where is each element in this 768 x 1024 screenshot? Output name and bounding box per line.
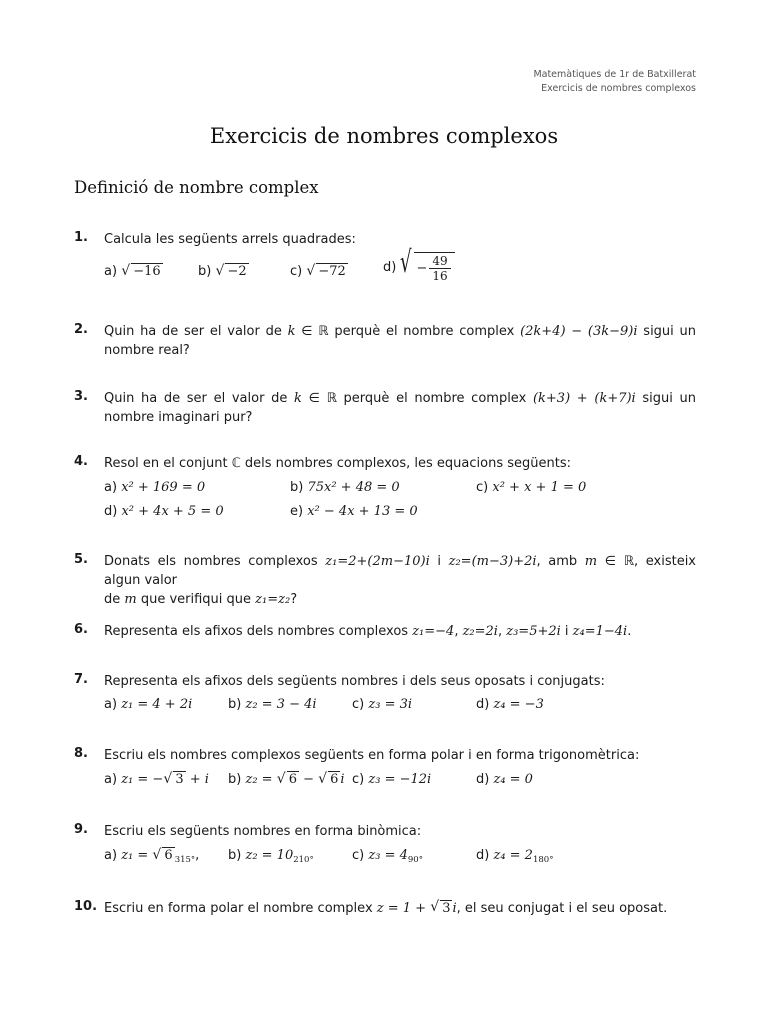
exercise-text: Donats els nombres complexos z₁=2+(2m−10)i i z₂=(m−3)+2i, amb m ∈ ℝ, existeix algun valor de m que verifiqui que z₁=z₂? [104,554,697,607]
option-c: c) z₃ = −12i [352,772,432,787]
exercise-2 [74,322,696,362]
option-a: a) z₁ = √ 6 $_{315^\circ}$, [104,846,199,870]
exercise-number: 6. [74,622,88,637]
exercise-text: Representa els afixos dels nombres complexos z₁=−4, z₂=2i, z₃=5+2i i z₄=1−4i. [104,624,632,639]
exercise-3 [74,389,696,429]
header-course: Matemàtiques de 1r de Batxillerat [533,69,696,80]
exercise-number: 5. [74,552,88,567]
square-root: √ 3 [430,899,452,918]
option-c: c) √ −72 [290,262,348,282]
exercise-1 [74,230,696,294]
exercise-number: 2. [74,322,88,337]
exercise-text: Escriu en forma polar el nombre complex z = 1 + √ 3 i, el seu conjugat i el seu oposat. [104,899,696,918]
exercise-options [104,695,696,719]
option-d: d) x² + 4x + 5 = 0 [104,504,224,519]
exercise-number: 1. [74,230,88,245]
exercise-number: 4. [74,454,88,469]
exercise-text: Escriu els nombres complexos següents en forma polar i en forma trigonomètrica: [104,748,640,763]
exercise-text: Calcula les següents arrels quadrades: [104,232,356,247]
square-root: √ −16 [121,262,162,282]
exercise-8 [74,746,696,792]
option-a: a) x² + 169 = 0 [104,480,206,495]
option-b: b) z₂ = √ 6 − √ 6 i [228,770,345,790]
page-header [533,68,696,96]
exercise-text: Quin ha de ser el valor de k ∈ ℝ perquè el nombre complex (2k+4) − (3k−9)i sigui un nombre real? [104,324,697,358]
exercise-4 [74,454,696,524]
square-root: √ 3 [163,770,185,790]
square-root: √ 6 [318,770,340,790]
document-title: Exercicis de nombres complexos [209,124,559,148]
option-b: b) z₂ = 3 − 4i [228,697,317,712]
exercise-text: Representa els afixos dels següents nombres i dels seus oposats i conjugats: [104,674,605,689]
option-a: a) z₁ = −√ 3 + i [104,770,209,790]
exercise-6 [74,622,696,644]
option-d: d) z₄ = −3 [476,697,544,712]
option-a: a) z₁ = 4 + 2i [104,697,193,712]
option-d: d) √ − $\frac{49}{16}$ [383,252,455,283]
square-root: √ − $\frac{49}{16}$ [400,252,454,283]
exercise-number: 8. [74,746,88,761]
exercise-text: Quin ha de ser el valor de k ∈ ℝ perquè el nombre complex (k+3) + (k+7)i sigui un nombre imaginari pur? [104,391,697,425]
option-b: b) $z_2 = 10_{210^\circ}$ [228,848,314,865]
exercise-text: Resol en el conjunt ℂ dels nombres complexos, les equacions següents: [104,456,571,471]
square-root: √ 6 [277,770,299,790]
exercise-9 [74,822,696,868]
exercise-5 [74,552,697,607]
square-root: √ −72 [306,262,347,282]
exercise-options [104,245,696,286]
exercise-10 [74,899,696,921]
option-a: a) √ −16 [104,262,163,282]
exercise-number: 7. [74,672,88,687]
square-root: √ 6 [152,846,174,866]
exercise-number: 9. [74,822,88,837]
header-subject: Exercicis de nombres complexos [541,83,696,94]
exercise-options [104,770,696,794]
exercise-7 [74,672,696,718]
option-b: b) √ −2 [198,262,249,282]
option-e: e) x² − 4x + 13 = 0 [290,504,418,519]
exercise-options [104,846,696,870]
option-c: c) x² + x + 1 = 0 [476,480,587,495]
exercise-text: Escriu els següents nombres en forma binòmica: [104,824,422,839]
option-d: d) z₄ = 0 [476,772,533,787]
fraction: $\frac{49}{16}$ [429,254,450,283]
exercise-number: 10. [74,899,98,914]
section-heading: Definició de nombre complex [74,178,319,197]
option-c: c) z₃ = 3i [352,697,413,712]
exercise-number: 3. [74,389,88,404]
square-root: √ −2 [215,262,248,282]
exercise-options-row-2 [104,502,696,526]
option-b: b) 75x² + 48 = 0 [290,480,400,495]
exercise-options-row-1 [104,478,696,502]
option-d: d) $z_4 = 2_{180^\circ}$ [476,848,554,865]
option-c: c) $z_3 = 4_{90^\circ}$ [352,848,423,865]
